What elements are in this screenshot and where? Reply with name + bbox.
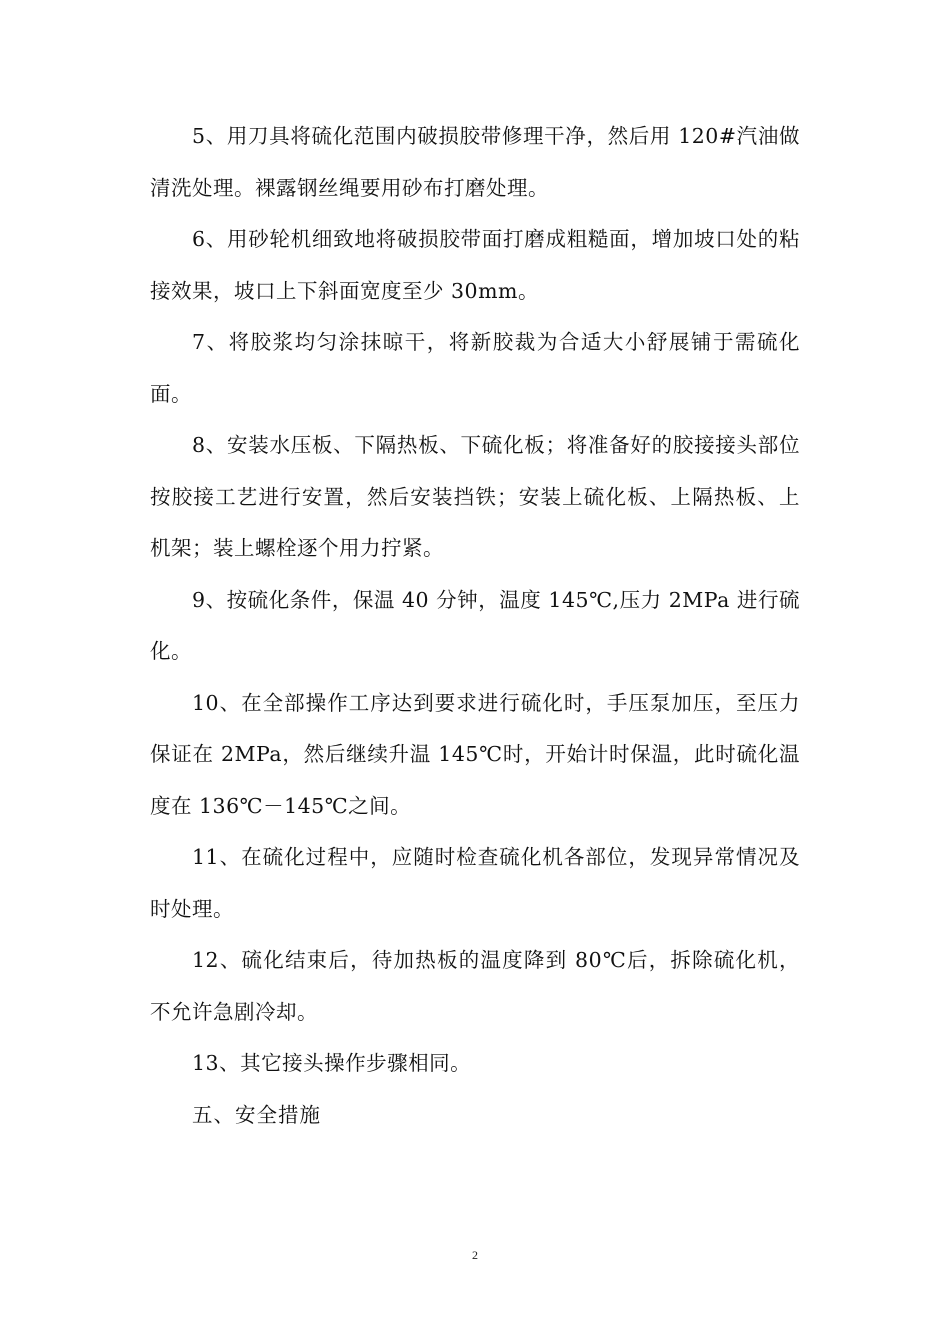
document-body xyxy=(150,111,800,1141)
paragraph-step-6: 6、用砂轮机细致地将破损胶带面打磨成粗糙面，增加坡口处的粘接效果，坡口上下斜面宽度至少 30mm。 xyxy=(150,227,800,303)
paragraph-step-10: 10、在全部操作工序达到要求进行硫化时，手压泵加压，至压力保证在 2MPa，然后继续升温 145℃时，开始计时保温，此时硫化温度在 136℃－145℃之间。 xyxy=(150,690,800,818)
paragraph-step-12: 12、硫化结束后，待加热板的温度降到 80℃后，拆除硫化机，不允许急剧冷却。 xyxy=(150,948,800,1024)
paragraph-step-5: 5、用刀具将硫化范围内破损胶带修理干净，然后用 120#汽油做清洗处理。裸露钢丝绳要用砂布打磨处理。 xyxy=(150,124,800,200)
page-number: 2 xyxy=(472,1248,478,1262)
section-heading: 五、安全措施 xyxy=(192,1102,322,1127)
paragraph-step-7: 7、将胶浆均匀涂抹晾干，将新胶裁为合适大小舒展铺于需硫化面。 xyxy=(150,330,800,406)
paragraph-step-8: 8、安装水压板、下隔热板、下硫化板；将准备好的胶接接头部位按胶接工艺进行安置，然后安装挡铁；安装上硫化板、上隔热板、上机架；装上螺栓逐个用力拧紧。 xyxy=(150,433,800,560)
paragraph-step-11: 11、在硫化过程中，应随时检查硫化机各部位，发现异常情况及时处理。 xyxy=(150,845,800,921)
paragraph-step-13: 13、其它接头操作步骤相同。 xyxy=(192,1051,472,1075)
paragraph-step-9: 9、按硫化条件，保温 40 分钟，温度 145℃,压力 2MPa 进行硫化。 xyxy=(150,587,800,663)
